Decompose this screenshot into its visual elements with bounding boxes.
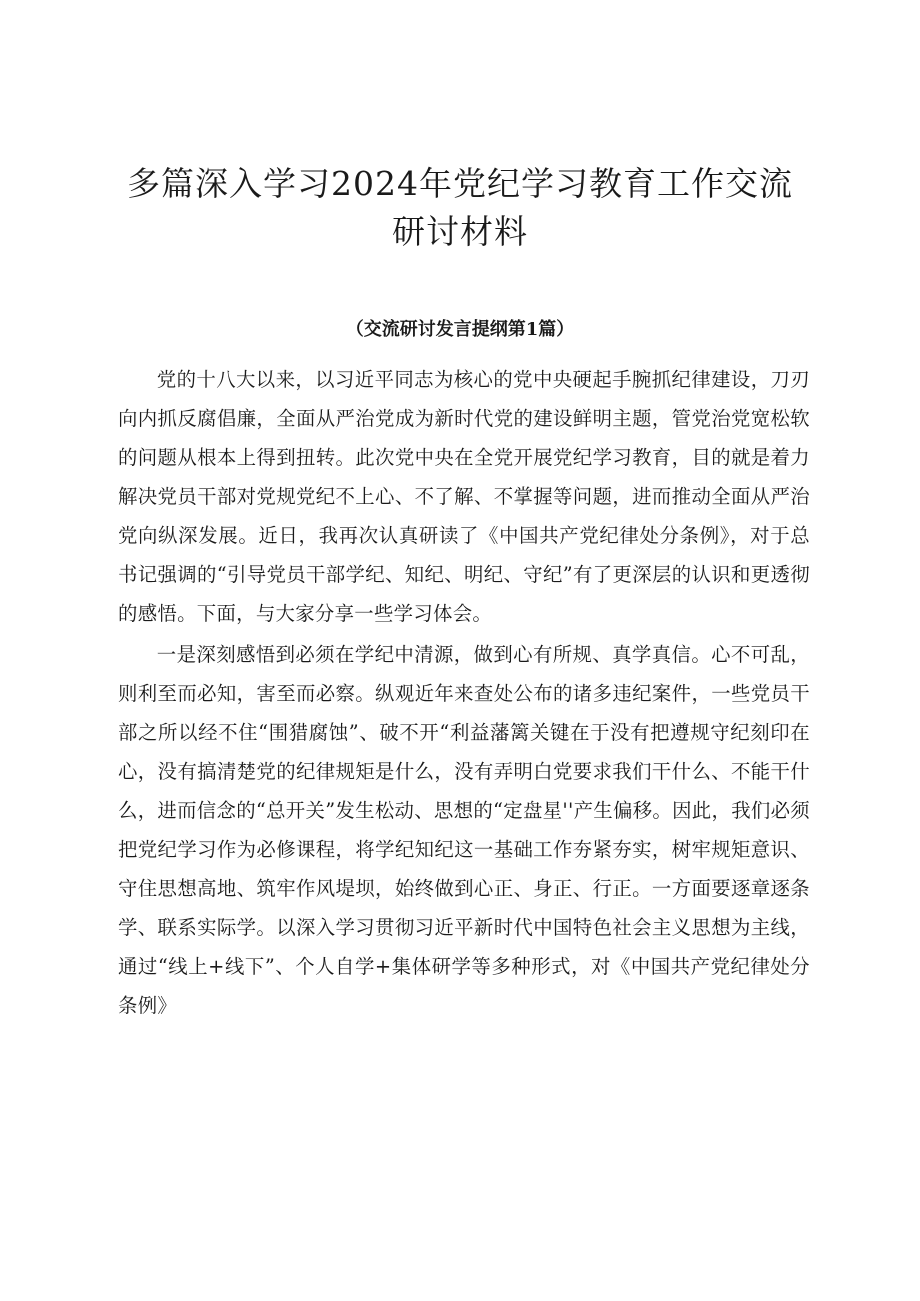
body-paragraph: 一是深刻感悟到必须在学纪中清源，做到心有所规、真学真信。心不可乱，则利至而必知，害至而必察。纵观近年来查处公布的诸多违纪案件，一些党员干部之所以经不住“围猎腐蚀”、破不开“利益藩篱关键在于没有把遵规守纪刻印在心，没有搞清楚党的纪律规矩是什么，没有弄明白党要求我们干什么、不能干什么，进而信念的“总开关”发生松动、思想的“定盘星''产生偏移。因此，我们必须把党纪学习作为必修课程，将学纪知纪这一基础工作夯紧夯实，树牢规矩意识、守住思想高地、筑牢作风堤坝，始终做到心正、身正、行正。一方面要逐章逐条学、联系实际学。以深入学习贯彻习近平新时代中国特色社会主义思想为主线，通过“线上+线下”、个人自学+集体研学等多种形式，对《中国共产党纪律处分条例》 [118,643,810,1017]
body-paragraph: 党的十八大以来，以习近平同志为核心的党中央硬起手腕抓纪律建设，刀刃向内抓反腐倡廉，全面从严治党成为新时代党的建设鲜明主题，管党治党宽松软的问题从根本上得到扭转。此次党中央在全党开展党纪学习教育，目的就是着力解决党员干部对党规党纪不上心、不了解、不掌握等问题，进而推动全面从严治党向纵深发展。近日，我再次认真研读了《中国共产党纪律处分条例》，对于总书记强调的“引导党员干部学纪、知纪、明纪、守纪”有了更深层的认识和更透彻的感悟。下面，与大家分享一些学习体会。 [118,368,810,625]
document-title: 多篇深入学习2024年党纪学习教育工作交流研讨材料 [127,164,793,251]
document-body [118,360,810,1025]
document-subtitle: （交流研讨发言提纲第1篇） [345,319,575,340]
